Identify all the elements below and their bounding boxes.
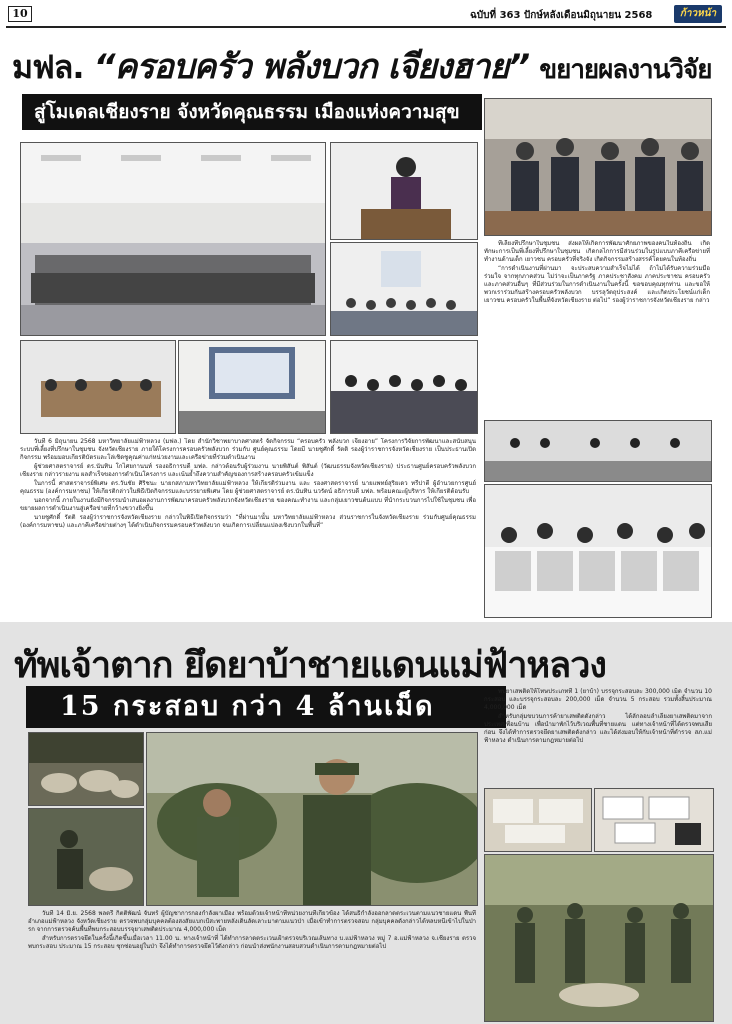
photo-youth-participants (484, 484, 712, 618)
photo-soldiers-patrol (484, 854, 714, 1022)
header-rule (6, 26, 726, 28)
photo-seized-drugs-table (484, 788, 592, 852)
photo-soldiers-field (28, 808, 144, 906)
issue-info: ฉบับที่ 363 ปักษ์หลังเดือนมิถุนายน 2568 (470, 10, 653, 21)
story1-para: ที่เลี้ยงที่ปรึกษาในชุมชน ส่งผลให้เกิดการพัฒนาศักยภาพของคนในท้องถิ่น เกิดทักษะการเป็นพี่เลี้ยงที่ปรึกษาในชุมชน เกิดกลไกการมีส่วนร่วมในรูปแบบภาคีเครือข่ายที่ทำงานด้านเด็ก เยาวชน ครอบครัวที่จริงจัง เกิดกิจกรรมสร้างสรรค์โดยคนในท้องถิ่น (484, 240, 710, 263)
photo-seminar-room (330, 242, 478, 336)
story1-para: นายชูศักดิ์ รัตติ รองผู้ว่าราชการจังหวัดเชียงราย กล่าวในพิธีเปิดกิจกรรมว่า “ที่ผ่านมานั้น มหาวิทยาลัยแม่ฟ้าหลวง ส่วนราชการในจังหวัดเชียงราย ร่วมกับศูนย์คุณธรรม (องค์การมหาชน) และภาคีเครือข่ายต่างๆ ได้ดำเนินกิจกรรมครอบครัวพลังบวก จนเกิดการเปลี่ยนแปลงเชิงบวกในพื้นที่” (20, 514, 476, 529)
photo-audience (330, 340, 478, 434)
photo-panel-speakers (20, 340, 176, 434)
photo-performance (484, 420, 712, 482)
story1-para: “การดำเนินงานที่ผ่านมา จะประสบความสำเร็จไม่ได้ ถ้าไม่ได้รับความร่วมมือร่วมใจ จากทุกภาคส่วน ไม่ว่าจะเป็นภาครัฐ ภาคประชาสังคม ภาคประชาชน ครอบครัว และภาคส่วนอื่นๆ ที่มีส่วนร่วมในการดำเนินงานในครั้งนี้ ขอขอบคุณทุกท่าน และขอให้พวกเราร่วมกันสร้างครอบครัวพลังบวก บรรลุวัตถุประสงค์ และเกิดประโยชน์แก่เด็ก เยาวชน ครอบครัวในพื้นที่จังหวัดเชียงราย ต่อไป” รองผู้ว่าราชการจังหวัดเชียงราย กล่าว (484, 265, 710, 304)
story1-para: นอกจากนี้ ภายในงานยังมีกิจกรรมนำเสนอผลงานการพัฒนาครอบครัวพลังบวกจังหวัดเชียงราย ของคณะทำงาน และกลุ่มเยาวชนต้นแบบ ที่นำกระบวนการไปใช้ในชุมชน เพื่อขยายผลการดำเนินงานสู่เครือข่ายที่กว้างขวางยิ่งขึ้น (20, 497, 476, 512)
story2-body-bottom (28, 910, 476, 1020)
story1-body-right (484, 240, 710, 416)
headline-tail: ขยายผลงานวิจัย (539, 55, 712, 85)
story1-body-left (20, 438, 476, 618)
photo-presentation-screen (178, 340, 326, 434)
photo-seized-sacks-forest (28, 732, 144, 806)
story2-body-right (484, 688, 712, 788)
page-number: 10 (8, 6, 32, 22)
photo-drug-packets (594, 788, 714, 852)
story1-para: ผู้ช่วยศาสตราจารย์ ดร.นันทิน โกไศยกานนท์ รองอธิการบดี มฟล. กล่าวต้อนรับผู้ร่วมงาน นายพิสันต์ พิสันต์ (วัฒนธรรมจังหวัดเชียงราย) ประธานศูนย์ครอบครัวพลังบวกเชียงราย กล่าวรายงาน ผลสำเร็จของการดำเนินโครงการ และเน้นย้ำถึงความสำคัญของการสร้างครอบครัวเข้มแข็ง (20, 463, 476, 478)
story1-headline (12, 44, 728, 90)
newspaper-logo: ก้าวหน้า (674, 5, 722, 23)
photo-speaker-podium (330, 142, 478, 240)
story2-subhead: 15 กระสอบ กว่า 4 ล้านเม็ด (26, 686, 506, 728)
photo-commander-inspecting (146, 732, 478, 906)
story2-headline: ทัพเจ้าตาก ยึดยาบ้าชายแดนแม่ฟ้าหลวง (14, 645, 606, 686)
photo-group-auditorium (20, 142, 326, 336)
story2-para: สำหรับกลุ่มขบวนการค้ายาเสพติดดังกล่าว ได้ลักลอบลำเลียงยาเสพติดมาจากประเทศเพื่อนบ้าน เพื่อนำมาพักไว้บริเวณพื้นที่ชายแดน แต่ทางเจ้าหน้าที่ได้ตรวจพบเสียก่อน จึงได้ทำการตรวจยึดยาเสพติดดังกล่าว และได้ส่งมอบให้กับเจ้าหน้าที่ตำรวจ สภ.แม่ฟ้าหลวง ดำเนินการตามกฎหมายต่อไป (484, 713, 712, 744)
story2-para: พบยาเสพติดให้โทษประเภทที่ 1 (ยาบ้า) บรรจุกระสอบละ 300,000 เม็ด จำนวน 10 กระสอบ และบรรจุกระสอบละ 200,000 เม็ด จำนวน 5 กระสอบ รวมทั้งสิ้นประมาณ 4,000,000 เม็ด (484, 688, 712, 711)
photo-guests-seated (484, 98, 712, 236)
story1-subhead: สู่โมเดลเชียงราย จังหวัดคุณธรรม เมืองแห่งความสุข (22, 94, 482, 130)
headline-quote: “ครอบครัว พลังบวก เจียงฮาย” (93, 47, 530, 87)
story2-para: สำหรับการตรวจยึดในครั้งนี้เกิดขึ้นเมื่อเวลา 11.00 น. ทางเจ้าหน้าที่ ได้ทำการลาดตระเวนเฝ้าตรวจบริเวณเส้นทาง บ.แม่ฟ้าหลวง หมู่ 7 อ.แม่ฟ้าหลวง จ.เชียงราย ตรวจพบกระสอบ ประมาณ 15 กระสอบ ซุกซ่อนอยู่ในป่า จึงได้ทำการตรวจยึดไว้ดังกล่าว ก่อนนำส่งพนักงานสอบสวนดำเนินการตามกฎหมายต่อไป (28, 935, 476, 950)
headline-prefix: มฟล. (12, 48, 84, 86)
story1-para: ในการนี้ ศาสตราจารย์พิเศษ ดร.วันชัย ศิริชนะ นายกสภามหาวิทยาลัยแม่ฟ้าหลวง ให้เกียรติร่วมงาน และ รองศาสตราจารย์ นายแพทย์สุริยเดว ทรีปาตี ผู้อำนวยการศูนย์คุณธรรม (องค์การมหาชน) ให้เกียรติกล่าวในพิธีเปิดกิจกรรมและบรรยายพิเศษ โดย ผู้ช่วยศาสตราจารย์ ดร.นันทิน นวรัตน์ อธิการบดี มฟล. พร้อมคณะผู้บริหาร ให้เกียรติต้อนรับ (20, 480, 476, 495)
story2-para: วันที่ 14 มิ.ย. 2568 พลตรี กิตติพัฒน์ จันทร์ ผู้บัญชาการกองกำลังผาเมือง พร้อมด้วยเจ้าหน้าที่หน่วยงานที่เกี่ยวข้อง ได้สนธิกำลังออกลาดตระเวนตามแนวชายแดน พื้นที่อำเภอแม่ฟ้าหลวง จังหวัดเชียงราย ตรวจพบกลุ่มบุคคลต้องสงสัยแบกเป้สะพายหลังเดินลัดเลาะมาตามแนวป่า เมื่อเข้าทำการตรวจสอบ กลุ่มบุคคลดังกล่าวได้หลบหนีเข้าไปในป่ารก จากการตรวจค้นพื้นที่พบกระสอบบรรจุยาเสพติดประมาณ 4,000,000 เม็ด (28, 910, 476, 933)
story1-para: วันที่ 6 มิถุนายน 2568 มหาวิทยาลัยแม่ฟ้าหลวง (มฟล.) โดย สำนักวิชาพยาบาลศาสตร์ จัดกิจกรรม “ครอบครัว พลังบวก เจียงฮาย” โครงการวิจัยการพัฒนาและสนับสนุนระบบพี่เลี้ยงที่ปรึกษาในชุมชน จังหวัดเชียงราย ภายใต้โครงการครอบครัวพลังบวก ร่วมกับ ศูนย์คุณธรรม โดยมี นายชูศักดิ์ รัตติ รองผู้ว่าราชการจังหวัดเชียงราย เป็นประธานเปิดกิจกรรม พร้อมมอบเกียรติบัตรและโล่เชิดชูคุณค่าแก่หน่วยงานและเครือข่ายที่ร่วมดำเนินงาน (20, 438, 476, 461)
